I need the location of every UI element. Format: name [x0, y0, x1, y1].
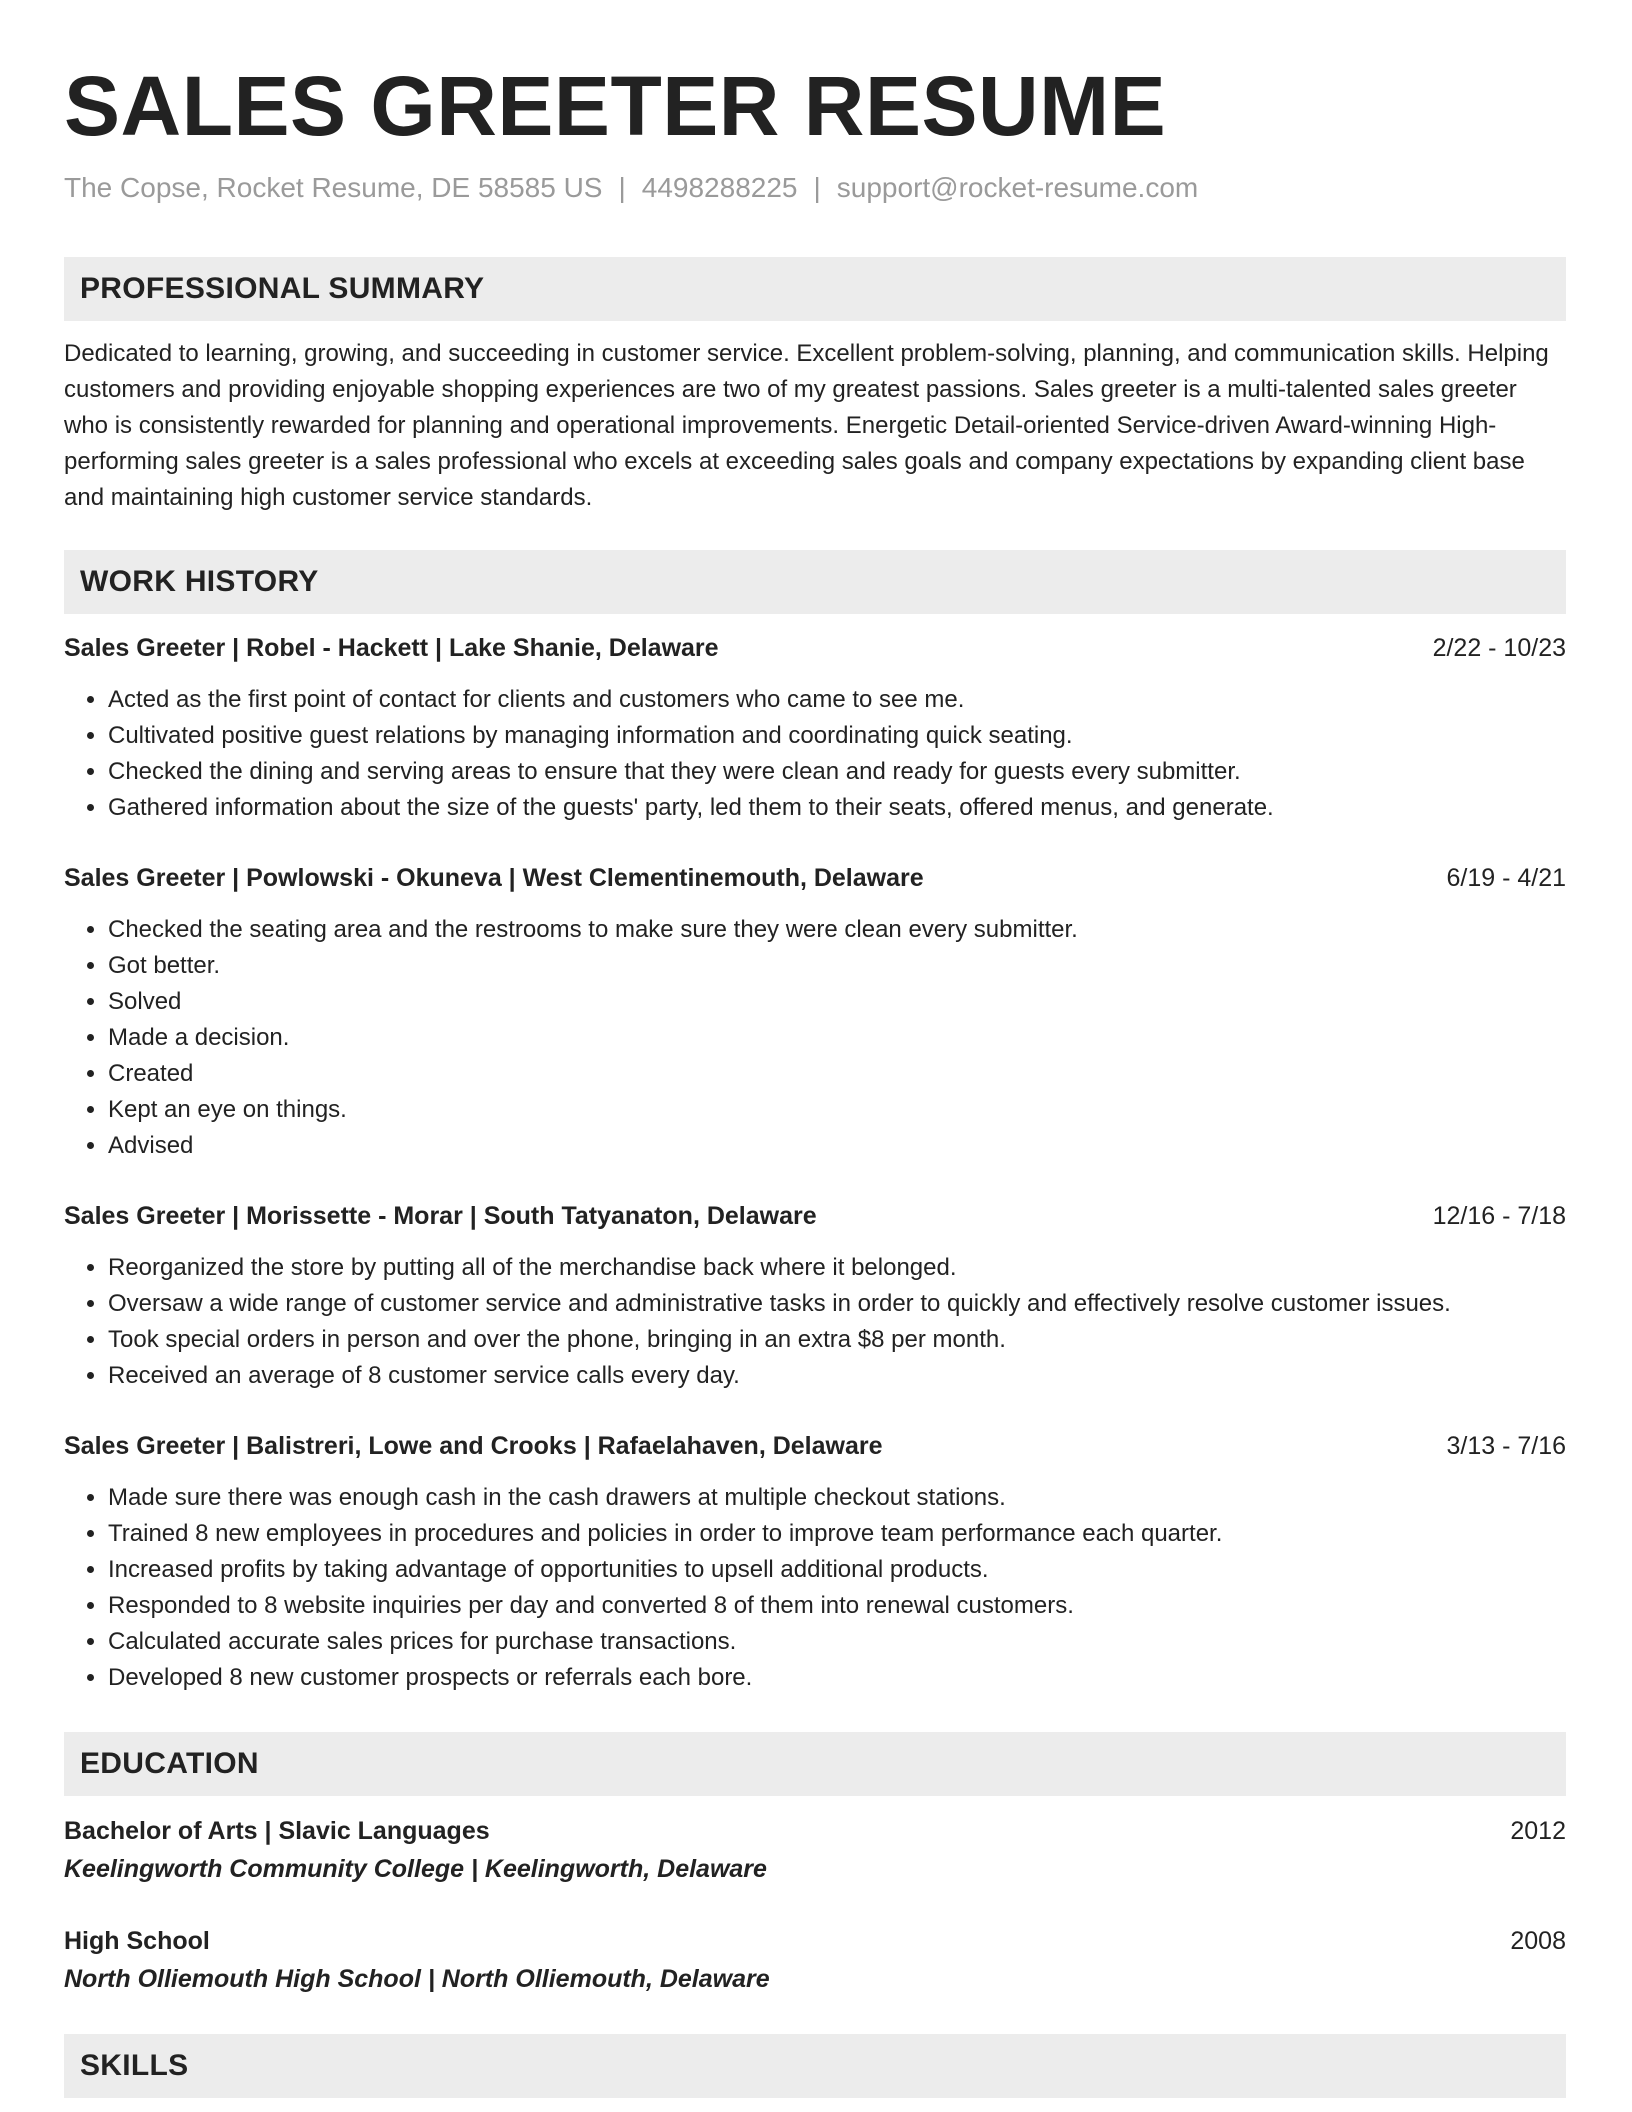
- job-dates: 12/16 - 7/18: [1432, 1202, 1566, 1230]
- contact-line: [64, 170, 1566, 206]
- job-bullet-item: • Increased profits by taking advantage of opportunities to upsell additional products.: [108, 1552, 1566, 1588]
- section-header-work-history: WORK HISTORY: [64, 550, 1566, 614]
- job-bullets: [64, 682, 1566, 826]
- job-dates: 2/22 - 10/23: [1432, 634, 1566, 662]
- job-bullet-item: • Made a decision.: [108, 1020, 1566, 1056]
- job-header: [64, 1428, 1566, 1464]
- job-bullet-item: • Made sure there was enough cash in the cash drawers at multiple checkout stations.: [108, 1480, 1566, 1516]
- education-entry: [64, 1922, 1566, 1998]
- job-bullet-item: • Checked the dining and serving areas to ensure that they were clean and ready for guests every submitter.: [108, 754, 1566, 790]
- job-bullets: [64, 1480, 1566, 1696]
- job-bullet-item: • Reorganized the store by putting all of the merchandise back where it belonged.: [108, 1250, 1566, 1286]
- education-school: North Olliemouth High School | North Olliemouth, Delaware: [64, 1965, 770, 1993]
- job-bullet-item: • Received an average of 8 customer service calls every day.: [108, 1358, 1566, 1394]
- education-header: [64, 1922, 1566, 1960]
- job-bullet-item: • Responded to 8 website inquiries per day and converted 8 of them into renewal customers.: [108, 1588, 1566, 1624]
- work-history-list: [64, 630, 1566, 1696]
- section-header-skills: SKILLS: [64, 2034, 1566, 2098]
- job-bullet-item: • Trained 8 new employees in procedures and policies in order to improve team performance each quarter.: [108, 1516, 1566, 1552]
- job-entry: [64, 860, 1566, 1164]
- job-title: Sales Greeter | Balistreri, Lowe and Crooks | Rafaelahaven, Delaware: [64, 1432, 883, 1460]
- job-bullet-item: • Developed 8 new customer prospects or referrals each bore.: [108, 1660, 1566, 1696]
- education-year: 2008: [1510, 1927, 1566, 1955]
- job-bullet-item: • Cultivated positive guest relations by managing information and coordinating quick seating.: [108, 718, 1566, 754]
- resume-page: [64, 0, 1566, 2098]
- education-degree: High School: [64, 1927, 210, 1955]
- education-list: [64, 1812, 1566, 1998]
- job-bullet-item: • Oversaw a wide range of customer service and administrative tasks in order to quickly and effectively resolve customer issues.: [108, 1286, 1566, 1322]
- contact-address: The Copse, Rocket Resume, DE 58585 US: [64, 172, 603, 203]
- job-title: Sales Greeter | Morissette - Morar | South Tatyanaton, Delaware: [64, 1202, 817, 1230]
- job-header: [64, 630, 1566, 666]
- job-bullet-item: • Created: [108, 1056, 1566, 1092]
- job-bullet-item: • Checked the seating area and the restrooms to make sure they were clean every submitter.: [108, 912, 1566, 948]
- job-bullet-item: • Got better.: [108, 948, 1566, 984]
- job-entry: [64, 630, 1566, 826]
- job-header: [64, 860, 1566, 896]
- job-entry: [64, 1428, 1566, 1696]
- job-bullets: [64, 1250, 1566, 1394]
- job-header: [64, 1198, 1566, 1234]
- education-school: Keelingworth Community College | Keelingworth, Delaware: [64, 1855, 767, 1883]
- job-dates: 3/13 - 7/16: [1446, 1432, 1566, 1460]
- professional-summary-text: Dedicated to learning, growing, and succeeding in customer service. Excellent problem-solving, planning, and communication skills. Helping customers and providing enjoyable shopping experiences are two of my greatest passions. Sales greeter is a multi-talented sales greeter who is consistently rewarded for planning and operational improvements. Energetic Detail-oriented Service-driven Award-winning High-performing sales greeter is a sales professional who excels at exceeding sales goals and company expectations by expanding client base and maintaining high customer service standards.: [64, 340, 1549, 511]
- job-bullet-item: • Acted as the first point of contact for clients and customers who came to see me.: [108, 682, 1566, 718]
- job-bullet-item: • Advised: [108, 1128, 1566, 1164]
- job-dates: 6/19 - 4/21: [1446, 864, 1566, 892]
- education-degree: Bachelor of Arts | Slavic Languages: [64, 1817, 490, 1845]
- contact-email: support@rocket-resume.com: [836, 172, 1199, 203]
- job-bullet-item: • Calculated accurate sales prices for purchase transactions.: [108, 1624, 1566, 1660]
- job-title: Sales Greeter | Robel - Hackett | Lake Shanie, Delaware: [64, 634, 719, 662]
- job-bullet-item: • Kept an eye on things.: [108, 1092, 1566, 1128]
- contact-separator: |: [618, 172, 626, 203]
- section-header-education: EDUCATION: [64, 1732, 1566, 1796]
- section-header-professional-summary: PROFESSIONAL SUMMARY: [64, 257, 1566, 321]
- education-year: 2012: [1510, 1817, 1566, 1845]
- job-bullet-item: • Gathered information about the size of the guests' party, led them to their seats, offered menus, and generate.: [108, 790, 1566, 826]
- contact-phone: 4498288225: [641, 172, 798, 203]
- job-bullets: [64, 912, 1566, 1164]
- job-entry: [64, 1198, 1566, 1394]
- job-title: Sales Greeter | Powlowski - Okuneva | West Clementinemouth, Delaware: [64, 864, 924, 892]
- job-bullet-item: • Took special orders in person and over the phone, bringing in an extra $8 per month.: [108, 1322, 1566, 1358]
- contact-separator: |: [813, 172, 821, 203]
- job-bullet-item: • Solved: [108, 984, 1566, 1020]
- education-header: [64, 1812, 1566, 1850]
- resume-title: SALES GREETER RESUME: [64, 59, 1167, 153]
- education-entry: [64, 1812, 1566, 1888]
